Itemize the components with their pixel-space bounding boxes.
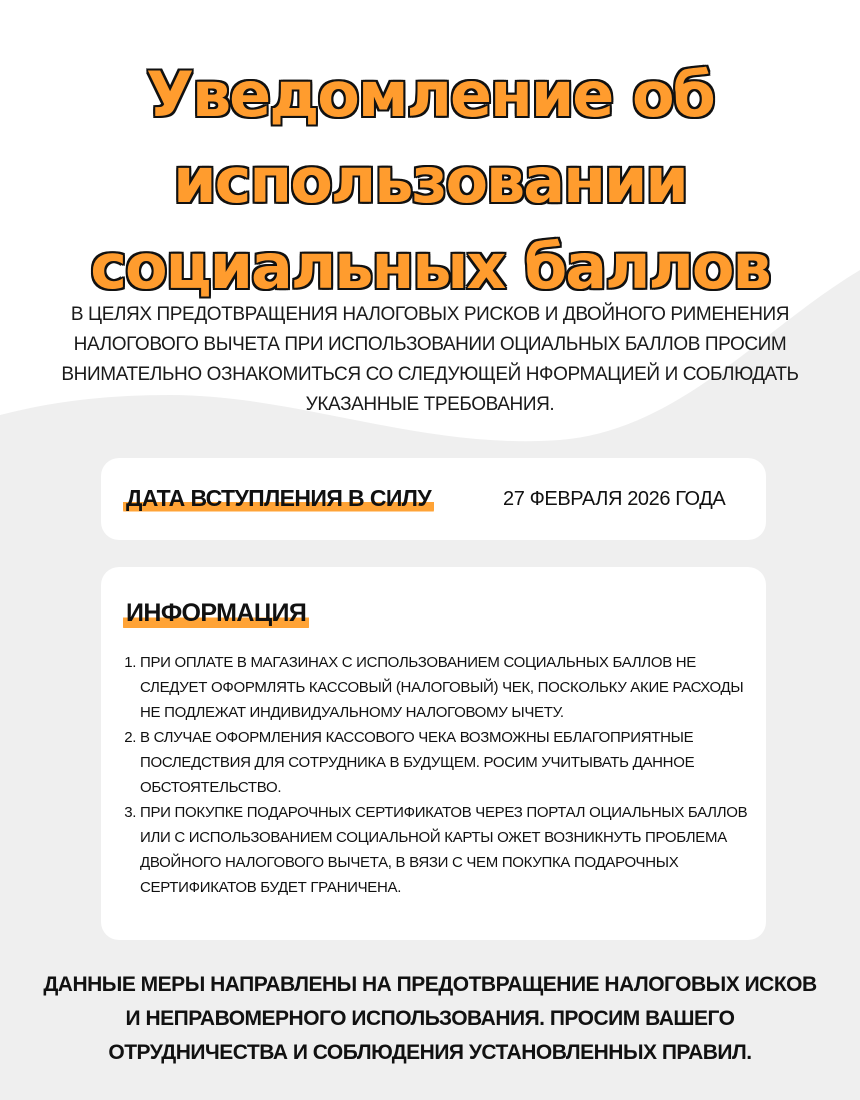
title-line-2: использовании <box>173 144 687 217</box>
effective-date-card <box>101 458 766 540</box>
list-item: 2. В СЛУЧАЕ ОФОРМЛЕНИЯ КАССОВОГО ЧЕКА ВОЗМОЖНЫ ЕБЛАГОПРИЯТНЫЕ ПОСЛЕДСТВИЯ ДЛЯ СОТРУДНИКА В БУДУЩЕМ. РОСИМ УЧИТЫВАТЬ ДАННОЕ ОБСТОЯТЕЛЬСТВО. <box>140 725 760 800</box>
page-title <box>0 52 860 310</box>
effective-date-value: 27 ФЕВРАЛЯ 2026 ГОДА <box>503 488 726 510</box>
effective-date-label: ДАТА ВСТУПЛЕНИЯ В СИЛУ <box>123 482 434 514</box>
information-heading: ИНФОРМАЦИЯ <box>123 595 309 631</box>
intro-paragraph: В ЦЕЛЯХ ПРЕДОТВРАЩЕНИЯ НАЛОГОВЫХ РИСКОВ И ДВОЙНОГО РИМЕНЕНИЯ НАЛОГОВОГО ВЫЧЕТА ПРИ ИСПОЛЬЗОВАНИИ ОЦИАЛЬНЫХ БАЛЛОВ ПРОСИМ ВНИМАТЕЛЬНО ОЗНАКОМИТЬСЯ СО СЛЕДУЮЩЕЙ НФОРМАЦИЕЙ И СОБЛЮДАТЬ УКАЗАННЫЕ ТРЕБОВАНИЯ. <box>61 304 799 415</box>
footer-statement: ДАННЫЕ МЕРЫ НАПРАВЛЕНЫ НА ПРЕДОТВРАЩЕНИЕ НАЛОГОВЫХ ИСКОВ И НЕПРАВОМЕРНОГО ИСПОЛЬЗОВАНИЯ. ПРОСИМ ВАШЕГО ОТРУДНИЧЕСТВА И СОБЛЮДЕНИЯ УСТАНОВЛЕННЫХ ПРАВИЛ. <box>43 973 817 1064</box>
title-line-1: Уведомление об <box>146 58 714 131</box>
title-line-3: социальных баллов <box>90 230 770 303</box>
information-card <box>101 567 766 940</box>
list-item: 1. ПРИ ОПЛАТЕ В МАГАЗИНАХ С ИСПОЛЬЗОВАНИЕМ СОЦИАЛЬНЫХ БАЛЛОВ НЕ СЛЕДУЕТ ОФОРМЛЯТЬ КАССОВЫЙ (НАЛОГОВЫЙ) ЧЕК, ПОСКОЛЬКУ АКИЕ РАСХОДЫ НЕ ПОДЛЕЖАТ ИНДИВИДУАЛЬНОМУ НАЛОГОВОМУ ЫЧЕТУ. <box>140 650 760 725</box>
information-list <box>121 650 760 900</box>
list-item: 3. ПРИ ПОКУПКЕ ПОДАРОЧНЫХ СЕРТИФИКАТОВ ЧЕРЕЗ ПОРТАЛ ОЦИАЛЬНЫХ БАЛЛОВ ИЛИ С ИСПОЛЬЗОВАНИЕМ СОЦИАЛЬНОЙ КАРТЫ ОЖЕТ ВОЗНИКНУТЬ ПРОБЛЕМА ДВОЙНОГО НАЛОГОВОГО ВЫЧЕТА, В ВЯЗИ С ЧЕМ ПОКУПКА ПОДАРОЧНЫХ СЕРТИФИКАТОВ БУДЕТ ГРАНИЧЕНА. <box>140 800 760 900</box>
